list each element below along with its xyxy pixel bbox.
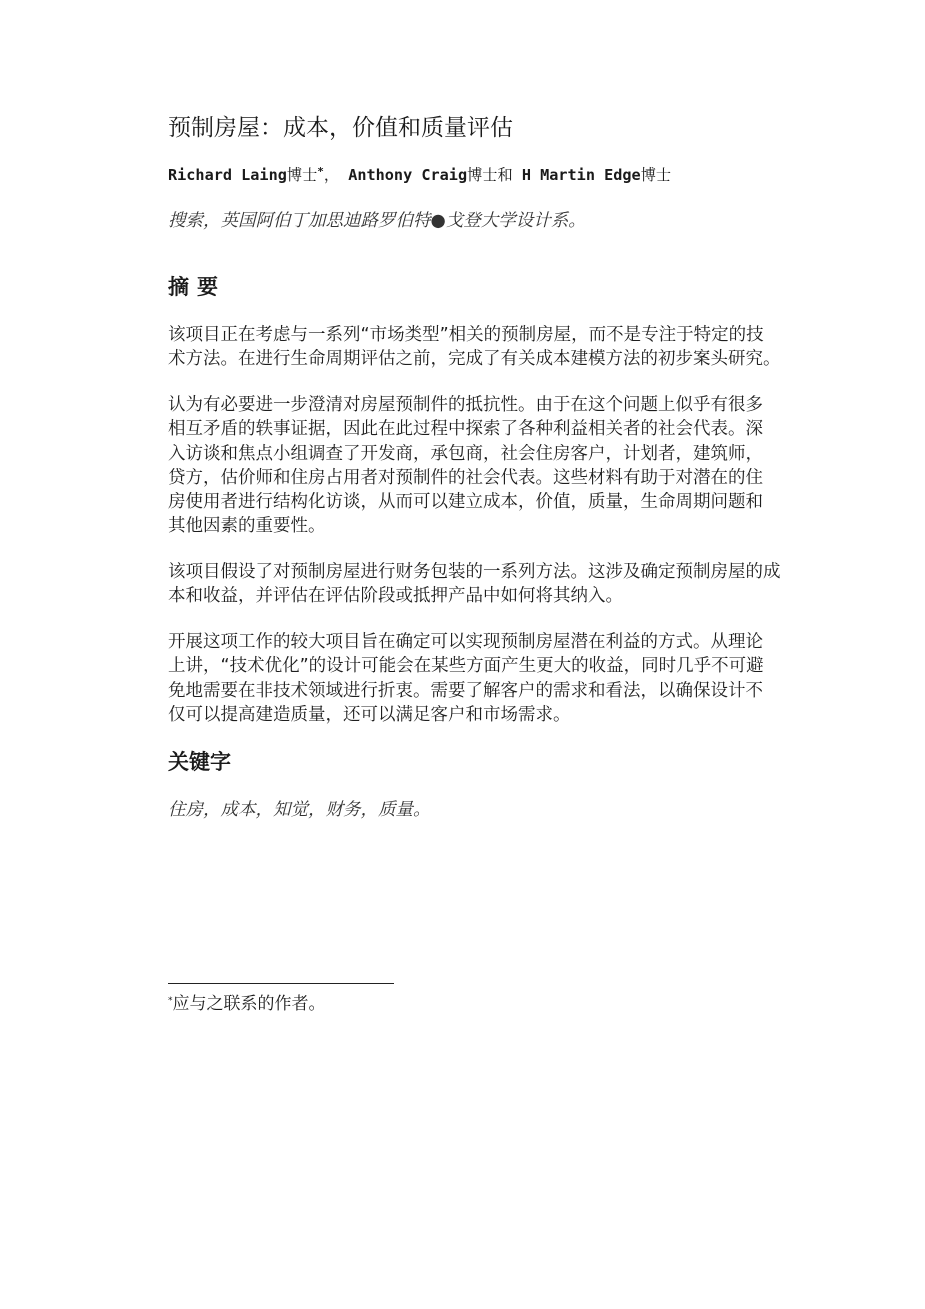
text-line: 房使用者进行结构化访谈，从而可以建立成本，价值，质量，生命周期问题和 [168, 492, 763, 513]
text-line: 认为有必要进一步澄清对房屋预制件的抵抗性。由于在这个问题上似乎有很多 [168, 395, 763, 415]
text-line: 相互矛盾的轶事证据，因此在此过程中探索了各种利益相关者的社会代表。深 [168, 419, 763, 440]
abstract-paragraph [168, 560, 828, 609]
author-name: Anthony Craig [348, 166, 468, 184]
footnote-divider [168, 983, 394, 984]
footnote-mark: * [168, 996, 173, 1006]
author-separator: ， [323, 166, 340, 184]
author-line [168, 163, 828, 187]
footnote [168, 992, 326, 1016]
text-line: 开展这项工作的较大项目旨在确定可以实现预制房屋潜在利益的方式。从理论 [168, 632, 763, 652]
paper-title: 预制房屋：成本，价值和质量评估 [168, 115, 513, 141]
footnote-text: 应与之联系的作者。 [172, 994, 326, 1014]
author-title: 博士 [640, 166, 672, 184]
author-name: Richard Laing [168, 166, 287, 184]
text-line: 上讲，“技术优化”的设计可能会在某些方面产生更大的收益，同时几乎不可避 [168, 656, 764, 677]
author-title: 博士和 [467, 166, 513, 184]
keywords-heading: 关键字 [168, 750, 231, 774]
abstract-paragraph [168, 323, 828, 372]
text-line: 其他因素的重要性。 [168, 516, 326, 537]
text-line: 仅可以提高建造质量，还可以满足客户和市场需求。 [168, 704, 571, 725]
text-line: 术方法。在进行生命周期评估之前，完成了有关成本建模方法的初步案头研究。 [168, 349, 781, 370]
text-line: 免地需要在非技术领域进行折衷。需要了解客户的需求和看法，以确保设计不 [168, 680, 763, 701]
corresponding-author-mark: * [317, 165, 324, 178]
keywords-list: 住房，成本，知觉，财务，质量。 [168, 800, 431, 820]
author-affiliation: 搜索，英国阿伯丁加思迪路罗伯特●戈登大学设计系。 [168, 211, 586, 231]
author-title: 博士 [286, 166, 318, 184]
text-line: 入访谈和焦点小组调查了开发商，承包商，社会住房客户，计划者，建筑师， [168, 443, 763, 464]
author-name: H Martin Edge [521, 166, 641, 184]
text-line: 该项目假设了对预制房屋进行财务包装的一系列方法。这涉及确定预制房屋的成 [168, 562, 781, 582]
text-line: 本和收益，并评估在评估阶段或抵押产品中如何将其纳入。 [168, 586, 623, 607]
abstract-paragraph [168, 393, 828, 539]
text-line: 贷方，估价师和住房占用者对预制件的社会代表。这些材料有助于对潜在的住 [168, 467, 763, 488]
abstract-heading: 摘要 [168, 275, 226, 299]
abstract-paragraph [168, 630, 828, 727]
text-line: 该项目正在考虑与一系列“市场类型”相关的预制房屋，而不是专注于特定的技 [168, 325, 764, 345]
